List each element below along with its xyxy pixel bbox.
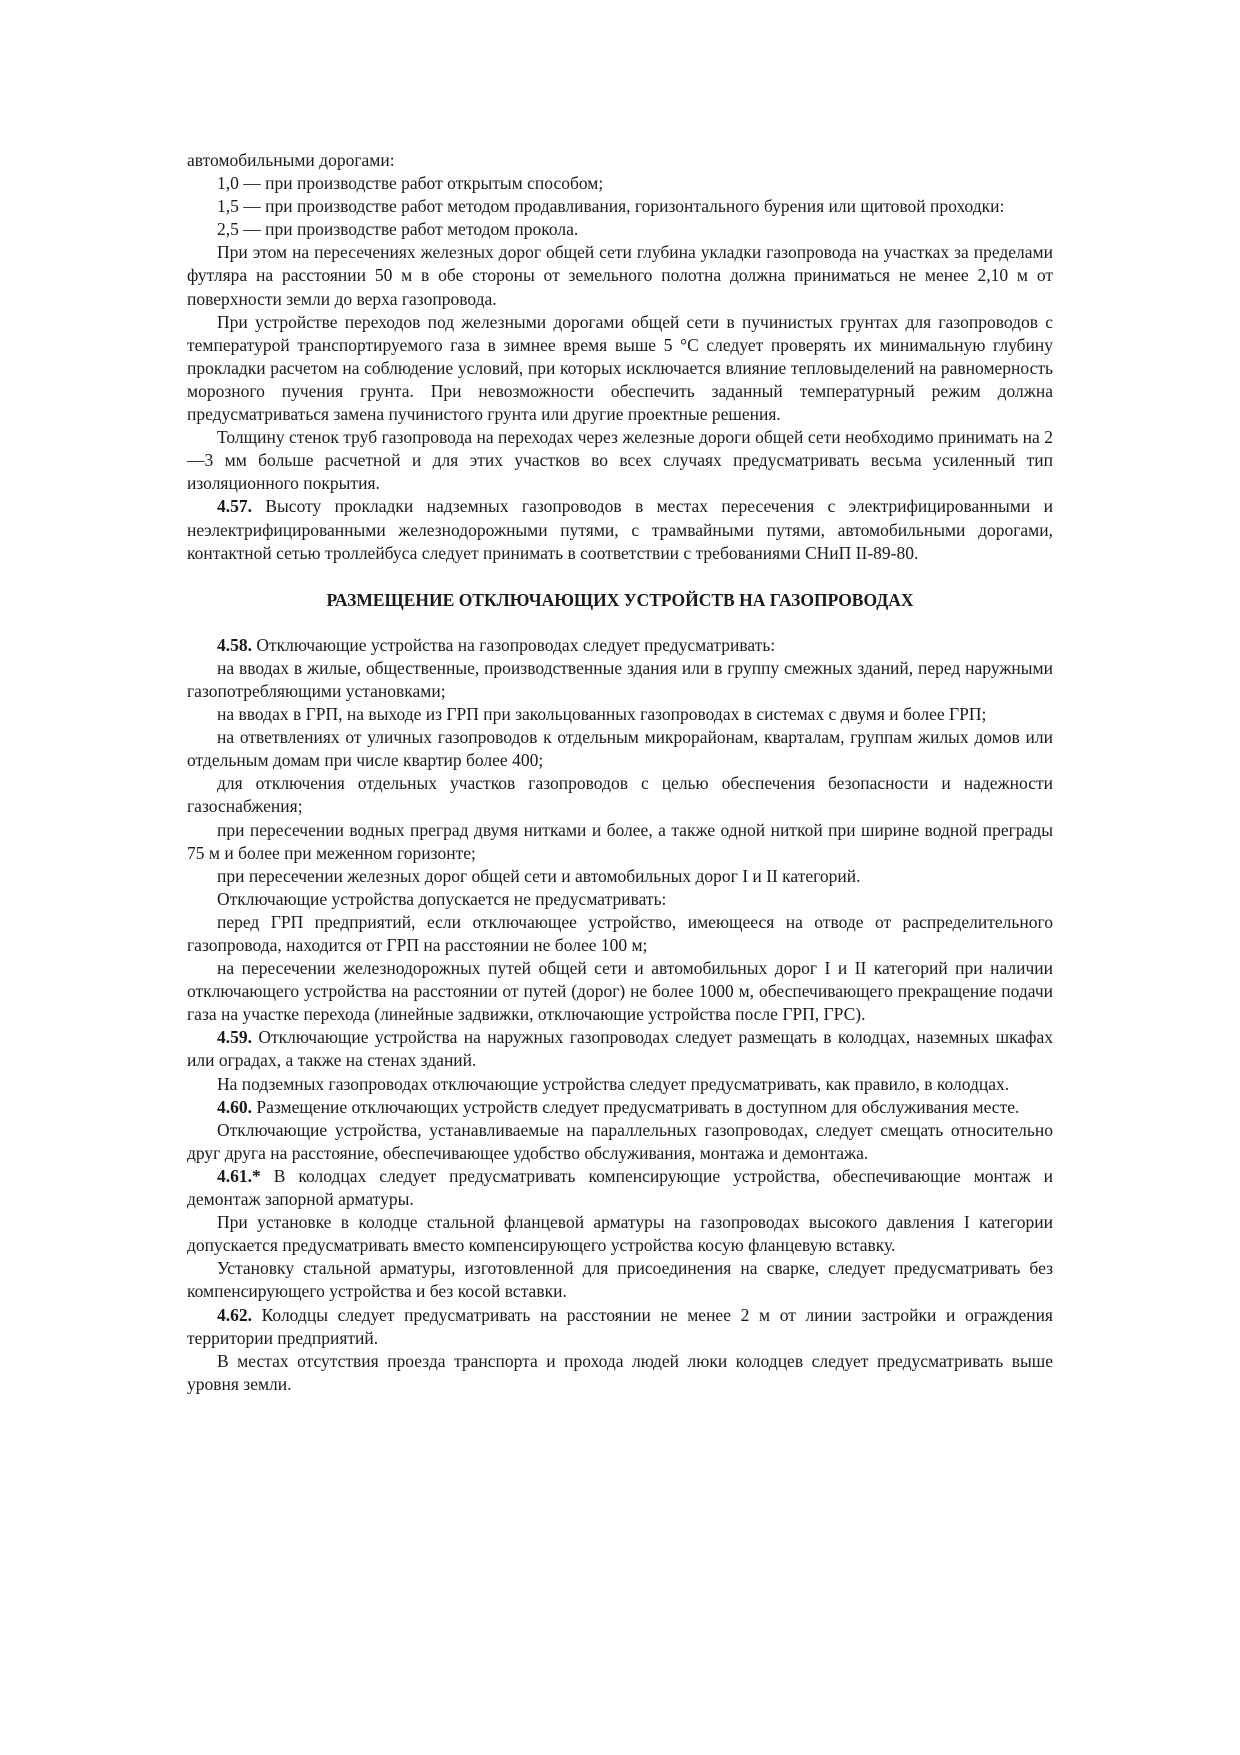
paragraph-text: на пересечении железнодорожных путей общей сети и автомобильных дорог I и II категорий при наличии отключающего устройства на расстоянии от путей (дорог) не более 1000 м, обеспечивающего прекращение подачи газа на участке перехода (линейные задвижки, отключающие устройства после ГРП, ГРС). xyxy=(187,958,1053,1025)
paragraph-text: При установке в колодце стальной фланцевой арматуры на газопроводах высокого давления I категории допускается предусматривать вместо компенсирующего устройства косую фланцевую вставку. xyxy=(187,1212,1053,1256)
clause-paragraph xyxy=(187,1165,1053,1211)
paragraph-text: 1,0 — при производстве работ открытым способом; xyxy=(217,173,604,194)
clause-number: 4.57. xyxy=(217,496,252,517)
clause-number: 4.62. xyxy=(217,1304,252,1325)
paragraph-text: Высоту прокладки надземных газопроводов в местах пересечения с электрифицированными и неэлектрифицированными железнодорожными путями, с трамвайными путями, автомобильными дорогами, контактной сетью троллейбуса следует принимать в соответствии с требованиями СНиП II-89-80. xyxy=(187,496,1053,563)
paragraph-text: Толщину стенок труб газопровода на переходах через железные дороги общей сети необходимо принимать на 2—3 мм больше расчетной и для этих участков во всех случаях предусматривать весьма усиленный тип изоляционного покрытия. xyxy=(187,427,1053,494)
paragraph xyxy=(187,957,1053,1026)
intro-text-block xyxy=(187,149,1053,565)
paragraph xyxy=(187,726,1053,772)
document-page xyxy=(187,149,1053,1396)
clause-number: 4.61.* xyxy=(217,1165,261,1186)
clause-paragraph xyxy=(187,634,1053,657)
paragraph xyxy=(187,1211,1053,1257)
clause-paragraph xyxy=(187,1096,1053,1119)
paragraph-text: Отключающие устройства на наружных газопроводах следует размещать в колодцах, наземных шкафах или оградах, а также на стенах зданий. xyxy=(187,1027,1053,1071)
paragraph-text: При этом на пересечениях железных дорог общей сети глубина укладки газопровода на участках за пределами футляра на расстоянии 50 м в обе стороны от земельного полотна должна приниматься не менее 2,10 м от поверхности земли до верха газопровода. xyxy=(187,242,1053,309)
paragraph xyxy=(187,311,1053,426)
section-text-block xyxy=(187,634,1053,1396)
section-heading: РАЗМЕЩЕНИЕ ОТКЛЮЧАЮЩИХ УСТРОЙСТВ НА ГАЗОПРОВОДАХ xyxy=(326,589,914,610)
paragraph-text: В местах отсутствия проезда транспорта и прохода людей люки колодцев следует предусматривать выше уровня земли. xyxy=(187,1350,1053,1394)
paragraph-text: В колодцах следует предусматривать компенсирующие устройства, обеспечивающие монтаж и демонтаж запорной арматуры. xyxy=(187,1165,1053,1210)
paragraph xyxy=(187,172,1053,195)
paragraph xyxy=(187,1119,1053,1165)
paragraph xyxy=(187,819,1053,865)
paragraph-text: Колодцы следует предусматривать на расстоянии не менее 2 м от линии застройки и ограждения территории предприятий. xyxy=(187,1304,1053,1348)
paragraph-text: автомобильными дорогами: xyxy=(187,150,395,170)
paragraph xyxy=(187,703,1053,726)
paragraph xyxy=(187,1073,1053,1096)
paragraph-text: на вводах в жилые, общественные, производственные здания или в группу смежных зданий, перед наружными газопотребляющими установками; xyxy=(187,657,1053,701)
paragraph-text: перед ГРП предприятий, если отключающее устройство, имеющееся на отводе от распределительного газопровода, находится от ГРП на расстоянии не более 100 м; xyxy=(187,911,1053,955)
paragraph xyxy=(187,772,1053,818)
paragraph-text: На подземных газопроводах отключающие устройства следует предусматривать, как правило, в колодцах. xyxy=(217,1073,1010,1094)
paragraph xyxy=(187,426,1053,495)
paragraph-text: Размещение отключающих устройств следует предусматривать в доступном для обслуживания месте. xyxy=(252,1096,1020,1117)
paragraph-text: на ответвлениях от уличных газопроводов к отдельным микрорайонам, кварталам, группам жилых домов или отдельным домам при числе квартир более 400; xyxy=(187,727,1053,771)
clause-number: 4.58. xyxy=(217,634,252,655)
paragraph xyxy=(187,657,1053,703)
paragraph-text: Отключающие устройства на газопроводах следует предусматривать: xyxy=(252,634,776,655)
paragraph-text: при пересечении водных преград двумя нитками и более, а также одной ниткой при ширине водной преграды 75 м и более при меженном горизонте; xyxy=(187,819,1053,863)
paragraph xyxy=(187,218,1053,241)
paragraph xyxy=(187,1257,1053,1303)
paragraph-text: для отключения отдельных участков газопроводов с целью обеспечения безопасности и надежности газоснабжения; xyxy=(187,773,1053,817)
paragraph-text: 1,5 — при производстве работ методом продавливания, горизонтального бурения или щитовой проходки: xyxy=(217,196,1005,217)
paragraph-text: При устройстве переходов под железными дорогами общей сети в пучинистых грунтах для газопроводов с температурой транспортируемого газа в зимнее время выше 5 °С следует проверять их минимальную глубину прокладки расчетом на соблюдение условий, при которых исключается влияние тепловыделений на равномерность морозного пучения грунта. При невозможности обеспечить заданный температурный режим должна предусматриваться замена пучинистого грунта или другие проектные решения. xyxy=(187,311,1053,425)
paragraph-text: Отключающие устройства допускается не предусматривать: xyxy=(217,888,667,909)
paragraph xyxy=(187,888,1053,911)
clause-number: 4.60. xyxy=(217,1096,252,1117)
paragraph xyxy=(187,865,1053,888)
paragraph xyxy=(187,911,1053,957)
clause-paragraph xyxy=(187,1026,1053,1072)
paragraph-text: на вводах в ГРП, на выходе из ГРП при закольцованных газопроводах в системах с двумя и более ГРП; xyxy=(217,704,987,725)
paragraph-text: 2,5 — при производстве работ методом прокола. xyxy=(217,219,579,240)
paragraph xyxy=(187,195,1053,218)
paragraph-text: Отключающие устройства, устанавливаемые на параллельных газопроводах, следует смещать относительно друг друга на расстояние, обеспечивающее удобство обслуживания, монтажа и демонтажа. xyxy=(187,1119,1053,1163)
paragraph xyxy=(187,241,1053,310)
paragraph-text: при пересечении железных дорог общей сети и автомобильных дорог I и II категорий. xyxy=(217,865,861,886)
paragraph xyxy=(187,1350,1053,1396)
paragraph-text: Установку стальной арматуры, изготовленной для присоединения на сварке, следует предусматривать без компенсирующего устройства и без косой вставки. xyxy=(187,1258,1053,1302)
clause-paragraph xyxy=(187,1304,1053,1350)
clause-number: 4.59. xyxy=(217,1027,252,1048)
paragraph xyxy=(187,149,1053,172)
clause-paragraph xyxy=(187,495,1053,564)
